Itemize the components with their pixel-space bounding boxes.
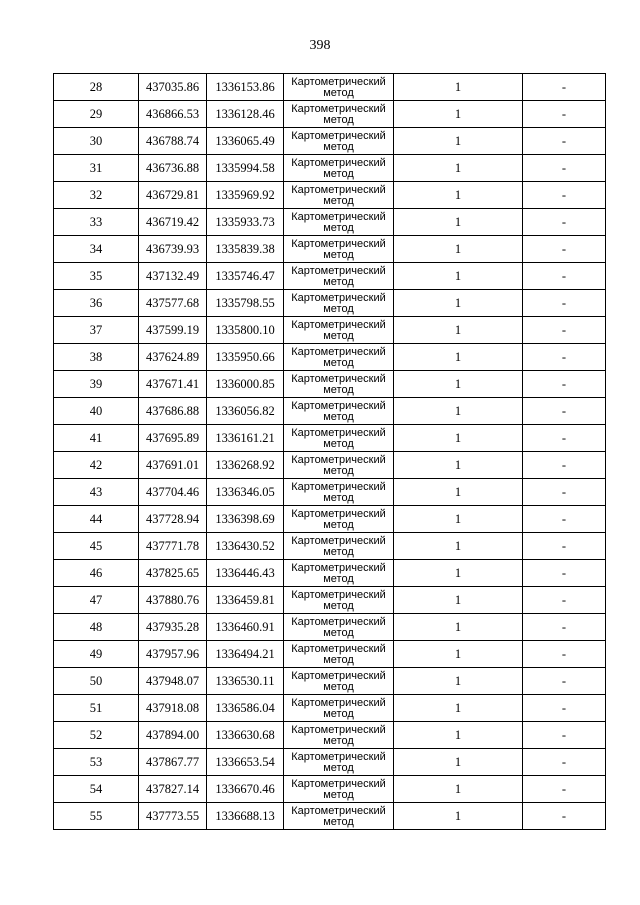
y-coordinate-cell: 1335839.38 (207, 236, 284, 263)
note-cell: - (523, 641, 606, 668)
table-row (54, 209, 606, 236)
point-number-cell: 48 (54, 614, 139, 641)
method-line: метод (323, 573, 354, 585)
accuracy-cell: 1 (394, 776, 523, 803)
table-row (54, 128, 606, 155)
x-coordinate-cell: 437695.89 (139, 425, 207, 452)
note-cell: - (523, 587, 606, 614)
note-cell: - (523, 695, 606, 722)
method-line: метод (323, 465, 354, 477)
method-line: Картометрический (291, 508, 386, 520)
note-cell: - (523, 182, 606, 209)
method-line: Картометрический (291, 184, 386, 196)
method-cell (284, 479, 394, 506)
method-cell (284, 128, 394, 155)
point-number-cell: 52 (54, 722, 139, 749)
point-number-cell: 37 (54, 317, 139, 344)
x-coordinate-cell: 437132.49 (139, 263, 207, 290)
x-coordinate-cell: 436739.93 (139, 236, 207, 263)
point-number-cell: 40 (54, 398, 139, 425)
x-coordinate-cell: 437691.01 (139, 452, 207, 479)
method-line: Картометрический (291, 319, 386, 331)
accuracy-cell: 1 (394, 452, 523, 479)
y-coordinate-cell: 1336128.46 (207, 101, 284, 128)
accuracy-cell: 1 (394, 290, 523, 317)
y-coordinate-cell: 1336430.52 (207, 533, 284, 560)
table-row (54, 695, 606, 722)
y-coordinate-cell: 1336530.11 (207, 668, 284, 695)
point-number-cell: 35 (54, 263, 139, 290)
x-coordinate-cell: 437867.77 (139, 749, 207, 776)
method-line: метод (323, 141, 354, 153)
x-coordinate-cell: 437771.78 (139, 533, 207, 560)
point-number-cell: 47 (54, 587, 139, 614)
note-cell: - (523, 290, 606, 317)
method-cell (284, 263, 394, 290)
x-coordinate-cell: 437035.86 (139, 74, 207, 101)
table-row (54, 101, 606, 128)
point-number-cell: 51 (54, 695, 139, 722)
note-cell: - (523, 452, 606, 479)
y-coordinate-cell: 1336056.82 (207, 398, 284, 425)
note-cell: - (523, 371, 606, 398)
method-line: Картометрический (291, 724, 386, 736)
table-row (54, 587, 606, 614)
accuracy-cell: 1 (394, 560, 523, 587)
x-coordinate-cell: 437935.28 (139, 614, 207, 641)
accuracy-cell: 1 (394, 263, 523, 290)
x-coordinate-cell: 437671.41 (139, 371, 207, 398)
method-line: Картометрический (291, 643, 386, 655)
method-line: Картометрический (291, 454, 386, 466)
method-cell (284, 776, 394, 803)
accuracy-cell: 1 (394, 128, 523, 155)
x-coordinate-cell: 437773.55 (139, 803, 207, 830)
y-coordinate-cell: 1336446.43 (207, 560, 284, 587)
method-line: Картометрический (291, 238, 386, 250)
method-cell (284, 236, 394, 263)
method-cell (284, 101, 394, 128)
method-line: метод (323, 654, 354, 666)
y-coordinate-cell: 1336000.85 (207, 371, 284, 398)
note-cell: - (523, 344, 606, 371)
method-cell (284, 371, 394, 398)
note-cell: - (523, 533, 606, 560)
method-line: метод (323, 222, 354, 234)
y-coordinate-cell: 1335994.58 (207, 155, 284, 182)
coordinates-table (53, 73, 606, 830)
table-row (54, 749, 606, 776)
method-line: Картометрический (291, 562, 386, 574)
x-coordinate-cell: 436866.53 (139, 101, 207, 128)
method-cell (284, 641, 394, 668)
table-row (54, 263, 606, 290)
table-row (54, 641, 606, 668)
method-cell (284, 209, 394, 236)
y-coordinate-cell: 1335746.47 (207, 263, 284, 290)
x-coordinate-cell: 436719.42 (139, 209, 207, 236)
method-line: Картометрический (291, 130, 386, 142)
y-coordinate-cell: 1335800.10 (207, 317, 284, 344)
table-body (54, 74, 606, 830)
point-number-cell: 42 (54, 452, 139, 479)
method-cell (284, 425, 394, 452)
point-number-cell: 44 (54, 506, 139, 533)
y-coordinate-cell: 1336161.21 (207, 425, 284, 452)
x-coordinate-cell: 437728.94 (139, 506, 207, 533)
point-number-cell: 43 (54, 479, 139, 506)
method-cell (284, 344, 394, 371)
y-coordinate-cell: 1336153.86 (207, 74, 284, 101)
point-number-cell: 45 (54, 533, 139, 560)
y-coordinate-cell: 1336494.21 (207, 641, 284, 668)
table-row (54, 776, 606, 803)
y-coordinate-cell: 1336459.81 (207, 587, 284, 614)
x-coordinate-cell: 436788.74 (139, 128, 207, 155)
table-row (54, 614, 606, 641)
method-line: Картометрический (291, 373, 386, 385)
method-cell (284, 317, 394, 344)
table-row (54, 560, 606, 587)
accuracy-cell: 1 (394, 614, 523, 641)
method-line: метод (323, 330, 354, 342)
method-cell (284, 614, 394, 641)
accuracy-cell: 1 (394, 209, 523, 236)
accuracy-cell: 1 (394, 74, 523, 101)
x-coordinate-cell: 437957.96 (139, 641, 207, 668)
x-coordinate-cell: 437948.07 (139, 668, 207, 695)
table-row (54, 452, 606, 479)
accuracy-cell: 1 (394, 182, 523, 209)
y-coordinate-cell: 1335969.92 (207, 182, 284, 209)
note-cell: - (523, 506, 606, 533)
table-row (54, 74, 606, 101)
method-line: Картометрический (291, 751, 386, 763)
x-coordinate-cell: 437894.00 (139, 722, 207, 749)
method-line: метод (323, 789, 354, 801)
method-line: метод (323, 600, 354, 612)
method-line: Картометрический (291, 535, 386, 547)
accuracy-cell: 1 (394, 695, 523, 722)
page-number: 398 (309, 38, 331, 53)
table-row (54, 317, 606, 344)
x-coordinate-cell: 436736.88 (139, 155, 207, 182)
table-row (54, 236, 606, 263)
accuracy-cell: 1 (394, 236, 523, 263)
method-line: Картометрический (291, 481, 386, 493)
method-line: Картометрический (291, 157, 386, 169)
point-number-cell: 53 (54, 749, 139, 776)
accuracy-cell: 1 (394, 668, 523, 695)
method-cell (284, 74, 394, 101)
accuracy-cell: 1 (394, 641, 523, 668)
note-cell: - (523, 155, 606, 182)
method-line: Картометрический (291, 265, 386, 277)
method-line: Картометрический (291, 346, 386, 358)
note-cell: - (523, 749, 606, 776)
note-cell: - (523, 209, 606, 236)
x-coordinate-cell: 437827.14 (139, 776, 207, 803)
method-cell (284, 155, 394, 182)
table-row (54, 479, 606, 506)
method-cell (284, 506, 394, 533)
table-row (54, 425, 606, 452)
x-coordinate-cell: 437918.08 (139, 695, 207, 722)
point-number-cell: 46 (54, 560, 139, 587)
y-coordinate-cell: 1336065.49 (207, 128, 284, 155)
accuracy-cell: 1 (394, 398, 523, 425)
accuracy-cell: 1 (394, 587, 523, 614)
note-cell: - (523, 668, 606, 695)
accuracy-cell: 1 (394, 749, 523, 776)
note-cell: - (523, 722, 606, 749)
method-cell (284, 290, 394, 317)
method-line: метод (323, 384, 354, 396)
table-row (54, 722, 606, 749)
method-cell (284, 695, 394, 722)
method-line: Картометрический (291, 292, 386, 304)
y-coordinate-cell: 1336346.05 (207, 479, 284, 506)
method-cell (284, 749, 394, 776)
method-cell (284, 722, 394, 749)
method-line: метод (323, 735, 354, 747)
method-line: Картометрический (291, 400, 386, 412)
x-coordinate-cell: 437704.46 (139, 479, 207, 506)
method-line: метод (323, 87, 354, 99)
note-cell: - (523, 803, 606, 830)
table-row (54, 668, 606, 695)
x-coordinate-cell: 437599.19 (139, 317, 207, 344)
method-line: метод (323, 303, 354, 315)
note-cell: - (523, 560, 606, 587)
y-coordinate-cell: 1336653.54 (207, 749, 284, 776)
method-line: метод (323, 762, 354, 774)
note-cell: - (523, 74, 606, 101)
table-row (54, 371, 606, 398)
accuracy-cell: 1 (394, 722, 523, 749)
method-line: метод (323, 411, 354, 423)
point-number-cell: 32 (54, 182, 139, 209)
method-line: Картометрический (291, 589, 386, 601)
method-line: метод (323, 438, 354, 450)
y-coordinate-cell: 1335950.66 (207, 344, 284, 371)
table-row (54, 344, 606, 371)
point-number-cell: 50 (54, 668, 139, 695)
method-cell (284, 182, 394, 209)
point-number-cell: 30 (54, 128, 139, 155)
method-line: Картометрический (291, 778, 386, 790)
method-line: Картометрический (291, 427, 386, 439)
method-cell (284, 803, 394, 830)
x-coordinate-cell: 437880.76 (139, 587, 207, 614)
x-coordinate-cell: 437686.88 (139, 398, 207, 425)
method-cell (284, 452, 394, 479)
method-cell (284, 560, 394, 587)
y-coordinate-cell: 1336268.92 (207, 452, 284, 479)
table-row (54, 398, 606, 425)
note-cell: - (523, 128, 606, 155)
method-line: Картометрический (291, 211, 386, 223)
y-coordinate-cell: 1336670.46 (207, 776, 284, 803)
point-number-cell: 41 (54, 425, 139, 452)
x-coordinate-cell: 437577.68 (139, 290, 207, 317)
table-row (54, 182, 606, 209)
method-line: метод (323, 114, 354, 126)
accuracy-cell: 1 (394, 155, 523, 182)
method-line: метод (323, 681, 354, 693)
y-coordinate-cell: 1336630.68 (207, 722, 284, 749)
method-line: метод (323, 492, 354, 504)
table-row (54, 533, 606, 560)
method-line: метод (323, 249, 354, 261)
accuracy-cell: 1 (394, 371, 523, 398)
method-cell (284, 587, 394, 614)
point-number-cell: 38 (54, 344, 139, 371)
accuracy-cell: 1 (394, 506, 523, 533)
x-coordinate-cell: 437624.89 (139, 344, 207, 371)
note-cell: - (523, 317, 606, 344)
table-row (54, 290, 606, 317)
point-number-cell: 36 (54, 290, 139, 317)
table-row (54, 506, 606, 533)
method-line: метод (323, 168, 354, 180)
note-cell: - (523, 479, 606, 506)
method-line: метод (323, 708, 354, 720)
point-number-cell: 34 (54, 236, 139, 263)
point-number-cell: 28 (54, 74, 139, 101)
method-line: метод (323, 195, 354, 207)
y-coordinate-cell: 1336460.91 (207, 614, 284, 641)
method-cell (284, 398, 394, 425)
note-cell: - (523, 614, 606, 641)
method-line: метод (323, 357, 354, 369)
accuracy-cell: 1 (394, 317, 523, 344)
method-line: Картометрический (291, 76, 386, 88)
note-cell: - (523, 263, 606, 290)
method-cell (284, 668, 394, 695)
accuracy-cell: 1 (394, 479, 523, 506)
x-coordinate-cell: 437825.65 (139, 560, 207, 587)
method-line: Картометрический (291, 805, 386, 817)
method-line: Картометрический (291, 697, 386, 709)
y-coordinate-cell: 1336586.04 (207, 695, 284, 722)
note-cell: - (523, 398, 606, 425)
x-coordinate-cell: 436729.81 (139, 182, 207, 209)
y-coordinate-cell: 1335798.55 (207, 290, 284, 317)
point-number-cell: 54 (54, 776, 139, 803)
table-row (54, 803, 606, 830)
accuracy-cell: 1 (394, 533, 523, 560)
method-line: Картометрический (291, 103, 386, 115)
y-coordinate-cell: 1335933.73 (207, 209, 284, 236)
table-row (54, 155, 606, 182)
note-cell: - (523, 236, 606, 263)
note-cell: - (523, 425, 606, 452)
method-line: метод (323, 816, 354, 828)
point-number-cell: 55 (54, 803, 139, 830)
method-line: метод (323, 519, 354, 531)
accuracy-cell: 1 (394, 803, 523, 830)
method-line: Картометрический (291, 670, 386, 682)
y-coordinate-cell: 1336688.13 (207, 803, 284, 830)
point-number-cell: 39 (54, 371, 139, 398)
note-cell: - (523, 776, 606, 803)
method-line: метод (323, 276, 354, 288)
y-coordinate-cell: 1336398.69 (207, 506, 284, 533)
point-number-cell: 49 (54, 641, 139, 668)
method-line: Картометрический (291, 616, 386, 628)
method-line: метод (323, 546, 354, 558)
point-number-cell: 31 (54, 155, 139, 182)
accuracy-cell: 1 (394, 425, 523, 452)
accuracy-cell: 1 (394, 101, 523, 128)
point-number-cell: 33 (54, 209, 139, 236)
method-cell (284, 533, 394, 560)
note-cell: - (523, 101, 606, 128)
method-line: метод (323, 627, 354, 639)
point-number-cell: 29 (54, 101, 139, 128)
accuracy-cell: 1 (394, 344, 523, 371)
